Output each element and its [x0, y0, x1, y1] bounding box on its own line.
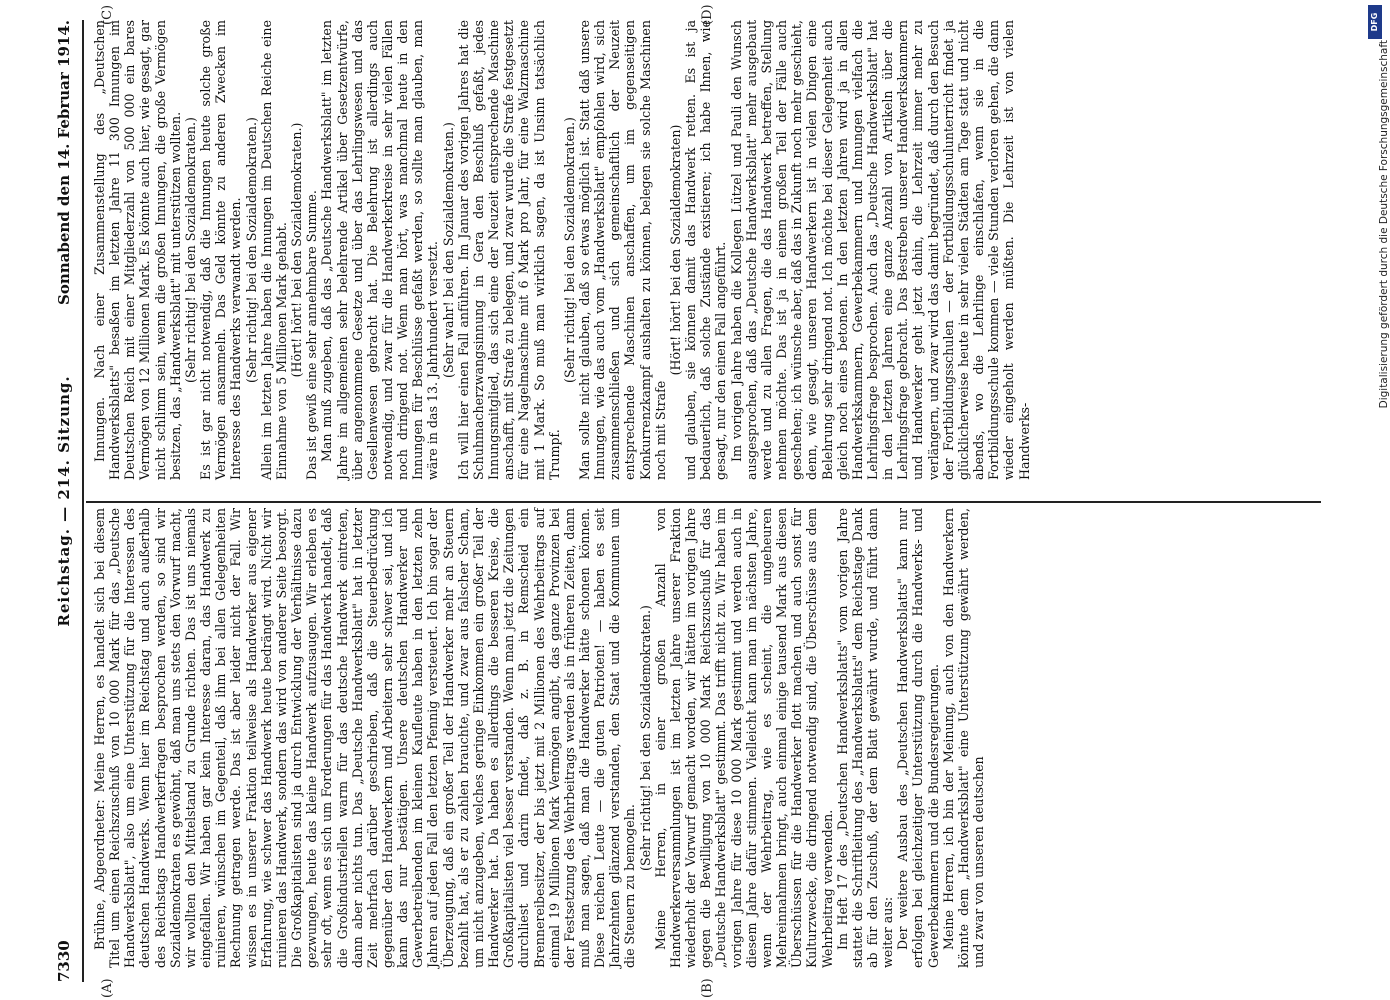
paragraph: Das ist gewiß eine sehr annehmbare Summe.	[304, 190, 320, 480]
interjection: (Sehr wahr! bei den Sozialdemokraten.)	[440, 122, 456, 378]
interjection: (Sehr richtig! bei den Sozialdemokraten.)	[561, 117, 577, 383]
interjection: (Sehr richtig! bei den Sozialdemokraten.)	[243, 117, 259, 383]
margin-marker-a: (A)	[100, 978, 115, 998]
page-number: 7330	[55, 940, 73, 982]
paragraph: Man muß zugeben, daß das „Deutsche Handwerksblatt" im letzten Jahre im allgemeinen sehr belehrende Artikel über Gesetzentwürfe, über angenommene Gesetze und über das Lehrlingswesen und das Gesellenwesen gebracht hat. Die Belehrung ist allerdings auch notwendig, und zwar für die Handwerkerkreise in sehr vielen Fällen noch dringend not. Wenn man hört, was manchmal heute in den Innungen für Beschlüsse gefaßt werden, so sollte man glauben, man wäre in das 13. Jahrhundert versetzt.	[319, 20, 441, 480]
digitization-credit	[1366, 0, 1390, 1000]
paragraph: Im Heft 17 des „Deutschen Handwerksblatts" vom vorigen Jahre stattet die Schriftleitung des „Handwerksblatts" dem Reichstage Dank ab für den Zuschuß, der dem Blatt gewährt wurde, und führt dann weiter aus:	[834, 508, 896, 968]
interjection: (Hört! hört! bei den Sozialdemokraten.)	[289, 122, 305, 378]
paragraph: Meine Herren, ich bin der Meinung, auch von den Handwerkern könnte dem „Handwerksblatt" eine Unterstützung gewährt werden, und zwar von unseren deutschen	[940, 508, 987, 968]
paragraph: Meine Herren, in einer großen Anzahl von Handwerkerversammlungen ist im letzten Jahre unserer Fraktion wiederholt der Vorwurf gemacht worden, wir hätten im vorigen Jahre gegen die Bewilligung von 10 000 Mark Reichszuschuß für das „Deutsche Handwerksblatt" gestimmt. Das trifft nicht zu. Wir haben im vorigen Jahre für diese 10 000 Mark gestimmt und werden auch in diesem Jahre dafür stimmen. Vielleicht kann man im nächsten Jahre, wenn der Wehrbeitrag, wie es scheint, die ungeheuren Mehreinnahmen bringt, auch einmal einige tausend Mark aus diesen Überschüssen für die Handwerker flott machen und auch sonst für Kulturzwecke, die dringend notwendig sind, die Überschüsse aus dem Wehrbeitrag verwenden.	[652, 508, 835, 968]
paragraph: Allein im letzten Jahre haben die Innungen im Deutschen Reiche eine Einnahme von 5 Millionen Mark gehabt.	[258, 20, 289, 480]
interjection: (Hört! hört! bei den Sozialdemokraten)	[667, 124, 683, 376]
paragraph: Es ist gar nicht notwendig, daß die Innungen heute solche große Vermögen ansammeln. Das Geld könnte zu anderen Zwecken im Interesse des Handwerks verwandt werden.	[198, 20, 244, 480]
credit-text: Digitalisierung gefördert durch die Deutsche Forschungsgemeinschaft	[1378, 40, 1390, 409]
paragraph: Brühne, Abgeordneter: Meine Herren, es handelt sich bei diesem Titel um einen Reichszuschuß von 10 000 Mark für das „Deutsche Handwerksblatt", also um eine Unterstützung für die Interessen des deutschen Handwerks. Wenn hier im Reichstag und auch außerhalb des Reichstags Handwerkerfragen besprochen werden, so sind wir Sozialdemokraten es gewöhnt, daß man uns stets den Vorwurf macht, wir wollten den Mittelstand zu Grunde richten. Das ist uns niemals eingefallen. Wir haben gar kein Interesse daran, das Handwerk zu ruinieren, wünschen im Gegenteil, daß ihm bei allen Gelegenheiten Rechnung getragen werde. Das ist aber leider nicht der Fall. Wir wissen es in unserer Fraktion teilweise als Handwerker aus eigener Erfahrung, wie schwer das Handwerk heute bedrängt wird. Nicht wir ruinieren das Handwerk, sondern das wird von anderer Seite besorgt. Die Großkapitalisten sind ja durch Entwicklung der Verhältnisse dazu gezwungen, heute das kleine Handwerk aufzusaugen. Wir erleben es sehr oft, wenn es sich um Forderungen für das Handwerk handelt, daß die Großindustriellen warm für das deutsche Handwerk eintreten, dann aber nichts tun. Das „Deutsche Handwerksblatt" hat in letzter Zeit mehrfach darüber geschrieben, daß die Steuerbedrückung gegenüber den Handwerkern und Arbeitern sehr schwer sei, und ich kann das nur bestätigen. Unsere deutschen Handwerker und Gewerbetreibenden im kleinen Kaufleute haben in den letzten zehn Jahren auf jeden Fall den letzten Pfennig versteuert. Ich bin sogar der Überzeugung, daß ein großer Teil der Handwerker mehr an Steuern bezahlt hat, als er zu zahlen brauchte, und zwar aus falscher Scham, um nicht anzugeben, welches geringe Einkommen ein großer Teil der Handwerker hat. Da haben es allerdings die besseren Kreise, die Großkapitalisten viel besser verstanden. Wenn man jetzt die Zeitungen durchliest und darin findet, daß z. B. in Remscheid ein Brennereibesitzer, der bis jetzt mit 2 Millionen des Wehrbeitrags auf einmal 19 Millionen Mark Vermögen angibt, das ganze Provinzen bei der Festsetzung des Wehrbeitrags werden als in früheren Zeiten, dann muß man sagen, daß man die Handwerker hätte schonen können. Diese reichen Leute — die guten Patrioten! — haben es seit Jahrzehnten glänzend verstanden, den Staat und die Kommunen um die Steuern zu bemogeln.	[92, 508, 638, 968]
right-column	[92, 20, 1322, 480]
margin-marker-c: (C)	[100, 4, 115, 25]
left-column	[92, 508, 1322, 968]
dfg-logo-text: DFG	[1370, 12, 1379, 32]
paragraph: Der weitere Ausbau des „Deutschen Handwerksblatts" kann nur erfolgen bei gleichzeitiger Unterstützung durch die Handwerks- und Gewerbekammern und die Bundesregierungen.	[895, 508, 941, 968]
interjection: (Sehr richtig! bei den Sozialdemokraten.)	[637, 605, 653, 871]
session-date: Sonnabend den 14. Februar 1914.	[55, 20, 73, 305]
paragraph: Im vorigen Jahre haben die Kollegen Lützel und Pauli den Wunsch ausgesprochen, daß das „Deutsche Handwerksblatt" mehr ausgebaut werde und zu allen Fragen, die das Handwerk betreffen, Stellung nehmen möchte. Das ist ja in einem großen Teil der Fälle auch geschehen; ich wünsche aber, daß das in Zukunft noch mehr geschieht, denn, wie gesagt, unseren Handwerkern ist in vielen Dingen eine Belehrung sehr dringend not. Ich möchte bei dieser Gelegenheit auch gleich noch eines betonen. In den letzten Jahren wird ja in allen Handwerkskammern, Gewerbekammern und Innungen vielfach die Lehrlingsfrage besprochen. Auch das „Deutsche Handwerksblatt" hat in den letzten Jahren eine ganze Anzahl von Artikeln über die Lehrlingsfrage gebracht. Das Bestreben unserer Handwerkskammern und Handwerker geht jetzt dahin, die Lehrzeit immer mehr zu verlängern, und zwar wird das damit begründet, daß durch den Besuch der Fortbildungsschulen — der Fortbildungsschulunterricht findet ja glücklicherweise heute in sehr vielen Städten am Tage statt und nicht abends, wo die Lehrlinge einschlafen, wenn sie in die Fortbildungsschule kommen — viele Stunden verloren gehen, die dann wieder eingeholt werden müßten. Die Lehrzeit ist von vielen Handwerks-	[728, 20, 1032, 480]
session-title: Reichstag. — 214. Sitzung.	[55, 375, 73, 627]
paragraph: Innungen. Nach einer Zusammenstellung des „Deutschen Handwerksblatts" besaßen im letzten Jahre 11 300 Innungen im Deutschen Reich mit einer Mitgliederzahl von 500 000 ein bares Vermögen von 12 Millionen Mark. Es könnte auch hier, wie gesagt, gar nicht schlimm sein, wenn die großen Innungen, die große Vermögen besitzen, das „Handwerksblatt" mit unterstützen wollten.	[92, 20, 183, 480]
paragraph: Ich will hier einen Fall anführen. Im Januar des vorigen Jahres hat die Schuhmacherzwangsinnung in Gera den Beschluß gefaßt, jedes Innungsmitglied, das sich eine der Neuzeit entsprechende Maschine anschafft, mit Strafe zu belegen, und zwar wurde die Strafe festgesetzt für eine Nagelmaschine mit 6 Mark pro Jahr, für eine Walzmaschine mit 1 Mark. So muß man wirklich sagen, da ist Unsinn tatsächlich Trumpf.	[455, 20, 562, 480]
paragraph: und glauben, sie können damit das Handwerk retten. Es ist ja bedauerlich, daß solche Zustände existieren; ich habe Ihnen, wie gesagt, nur den einen Fall angeführt.	[683, 20, 729, 480]
paragraph: Man sollte nicht glauben, daß so etwas möglich ist. Statt daß unsere Innungen, wie das auch vom „Handwerksblatt" empfohlen wird, sich zusammenschließen und sich gemeinschaftlich der Neuzeit entsprechende Maschinen anschaffen, um im gegenseitigen Konkurrenzkampf aushalten zu können, belegen sie solche Maschinen noch mit Strafe	[577, 20, 668, 480]
margin-marker-b: (B)	[700, 978, 715, 998]
column-divider	[86, 501, 1321, 503]
interjection: (Sehr richtig! bei den Sozialdemokraten.)	[182, 117, 198, 383]
margin-marker-d: (D)	[700, 4, 715, 25]
header-rule	[82, 20, 84, 982]
page-header	[55, 20, 81, 982]
